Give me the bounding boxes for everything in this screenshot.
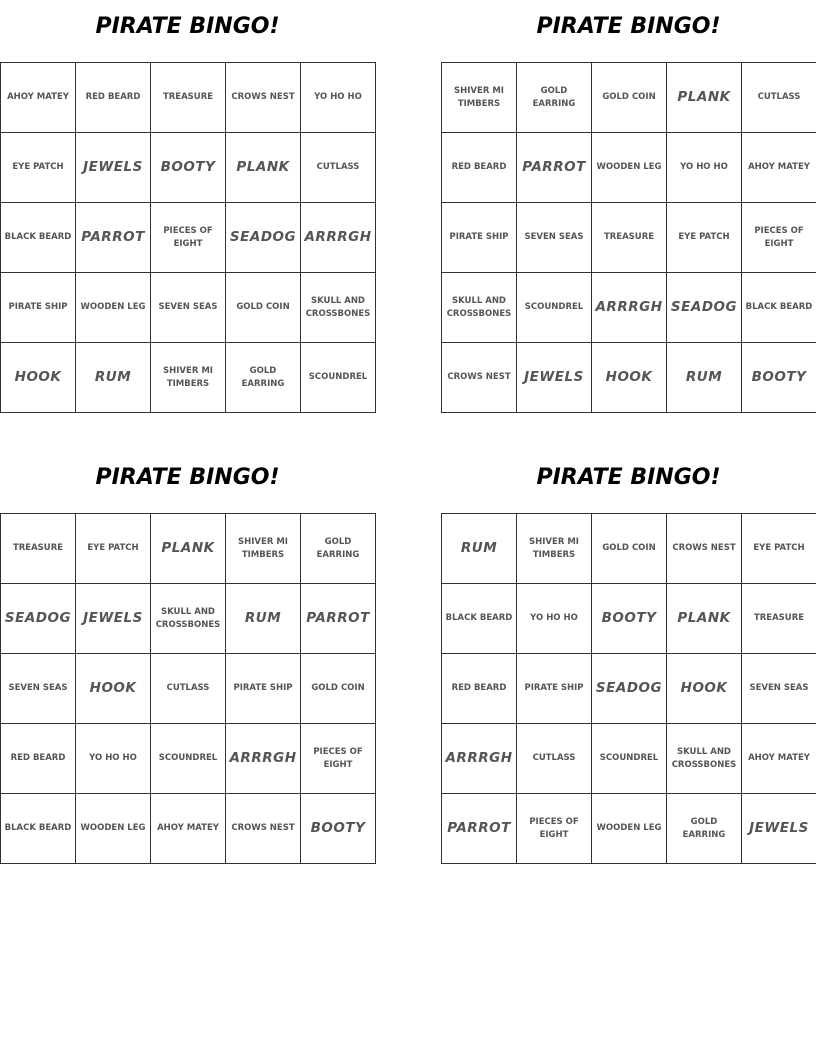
bingo-cell: BLACK BEARD bbox=[1, 203, 76, 273]
bingo-cell: PARROT bbox=[76, 203, 151, 273]
card-title: PIRATE BINGO! bbox=[95, 465, 280, 490]
card-title: PIRATE BINGO! bbox=[536, 14, 721, 39]
bingo-cell: RED BEARD bbox=[442, 133, 517, 203]
bingo-cell: SCOUNDREL bbox=[592, 724, 667, 794]
bingo-cell: SEADOG bbox=[1, 584, 76, 654]
bingo-cell: CROWS NEST bbox=[226, 63, 301, 133]
bingo-cell: SEADOG bbox=[226, 203, 301, 273]
bingo-cell: BLACK BEARD bbox=[1, 794, 76, 864]
bingo-cell: RED BEARD bbox=[1, 724, 76, 794]
bingo-cell: WOODEN LEG bbox=[592, 794, 667, 864]
bingo-cell: HOOK bbox=[667, 654, 742, 724]
bingo-grid bbox=[441, 62, 816, 413]
bingo-cell: EYE PATCH bbox=[667, 203, 742, 273]
bingo-cell: GOLD COIN bbox=[301, 654, 376, 724]
bingo-cell: SEVEN SEAS bbox=[742, 654, 816, 724]
bingo-cell: RED BEARD bbox=[442, 654, 517, 724]
bingo-cell: PARROT bbox=[517, 133, 592, 203]
bingo-cell: PLANK bbox=[667, 63, 742, 133]
bingo-cell: PIECES OF EIGHT bbox=[517, 794, 592, 864]
bingo-cell: SCOUNDREL bbox=[517, 273, 592, 343]
bingo-cell: BOOTY bbox=[301, 794, 376, 864]
bingo-cell: SKULL AND CROSSBONES bbox=[151, 584, 226, 654]
bingo-cell: RUM bbox=[76, 343, 151, 413]
bingo-cell: ARRRGH bbox=[442, 724, 517, 794]
bingo-cell: PIRATE SHIP bbox=[1, 273, 76, 343]
bingo-cell: CROWS NEST bbox=[442, 343, 517, 413]
bingo-cell: SEVEN SEAS bbox=[1, 654, 76, 724]
bingo-cell: CROWS NEST bbox=[667, 514, 742, 584]
bingo-cell: EYE PATCH bbox=[76, 514, 151, 584]
bingo-cell: BLACK BEARD bbox=[442, 584, 517, 654]
bingo-cell: AHOY MATEY bbox=[1, 63, 76, 133]
bingo-cell: SCOUNDREL bbox=[301, 343, 376, 413]
bingo-cell: SEADOG bbox=[592, 654, 667, 724]
bingo-cell: TREASURE bbox=[1, 514, 76, 584]
bingo-grid bbox=[0, 62, 376, 413]
bingo-cell: BLACK BEARD bbox=[742, 273, 816, 343]
bingo-cell: SKULL AND CROSSBONES bbox=[301, 273, 376, 343]
bingo-cell: PIECES OF EIGHT bbox=[151, 203, 226, 273]
bingo-cell: SKULL AND CROSSBONES bbox=[442, 273, 517, 343]
bingo-cell: CUTLASS bbox=[742, 63, 816, 133]
bingo-cell: JEWELS bbox=[76, 584, 151, 654]
bingo-cell: WOODEN LEG bbox=[76, 273, 151, 343]
bingo-cell: YO HO HO bbox=[667, 133, 742, 203]
bingo-grid bbox=[0, 513, 376, 864]
bingo-cell: SEADOG bbox=[667, 273, 742, 343]
bingo-cell: HOOK bbox=[1, 343, 76, 413]
bingo-cell: GOLD EARRING bbox=[226, 343, 301, 413]
bingo-cell: GOLD EARRING bbox=[667, 794, 742, 864]
bingo-cell: ARRRGH bbox=[226, 724, 301, 794]
bingo-cell: YO HO HO bbox=[301, 63, 376, 133]
card-title: PIRATE BINGO! bbox=[95, 14, 280, 39]
bingo-cell: EYE PATCH bbox=[1, 133, 76, 203]
bingo-cell: AHOY MATEY bbox=[742, 133, 816, 203]
bingo-cell: GOLD EARRING bbox=[517, 63, 592, 133]
bingo-cell: GOLD COIN bbox=[592, 63, 667, 133]
card-title: PIRATE BINGO! bbox=[536, 465, 721, 490]
bingo-cell: PIRATE SHIP bbox=[517, 654, 592, 724]
bingo-cell: GOLD EARRING bbox=[301, 514, 376, 584]
bingo-cell: RUM bbox=[667, 343, 742, 413]
bingo-cell: RUM bbox=[226, 584, 301, 654]
bingo-cell: SHIVER MI TIMBERS bbox=[151, 343, 226, 413]
bingo-cell: TREASURE bbox=[592, 203, 667, 273]
bingo-cell: SEVEN SEAS bbox=[517, 203, 592, 273]
bingo-grid bbox=[441, 513, 816, 864]
bingo-cell: WOODEN LEG bbox=[592, 133, 667, 203]
bingo-cell: ARRRGH bbox=[592, 273, 667, 343]
bingo-cell: TREASURE bbox=[151, 63, 226, 133]
bingo-cell: YO HO HO bbox=[517, 584, 592, 654]
bingo-cell: WOODEN LEG bbox=[76, 794, 151, 864]
bingo-cell: TREASURE bbox=[742, 584, 816, 654]
bingo-cell: SHIVER MI TIMBERS bbox=[442, 63, 517, 133]
bingo-cell: CUTLASS bbox=[301, 133, 376, 203]
bingo-cell: PIRATE SHIP bbox=[226, 654, 301, 724]
bingo-cell: AHOY MATEY bbox=[742, 724, 816, 794]
bingo-cell: YO HO HO bbox=[76, 724, 151, 794]
bingo-cell: JEWELS bbox=[742, 794, 816, 864]
bingo-cell: EYE PATCH bbox=[742, 514, 816, 584]
bingo-cell: AHOY MATEY bbox=[151, 794, 226, 864]
bingo-cell: BOOTY bbox=[742, 343, 816, 413]
bingo-cell: GOLD COIN bbox=[592, 514, 667, 584]
bingo-cell: BOOTY bbox=[592, 584, 667, 654]
bingo-cell: SCOUNDREL bbox=[151, 724, 226, 794]
bingo-cell: RED BEARD bbox=[76, 63, 151, 133]
bingo-cell: ARRRGH bbox=[301, 203, 376, 273]
bingo-cell: SHIVER MI TIMBERS bbox=[517, 514, 592, 584]
bingo-cell: GOLD COIN bbox=[226, 273, 301, 343]
bingo-cell: JEWELS bbox=[76, 133, 151, 203]
bingo-cell: PLANK bbox=[667, 584, 742, 654]
bingo-cell: CUTLASS bbox=[517, 724, 592, 794]
bingo-cell: SKULL AND CROSSBONES bbox=[667, 724, 742, 794]
bingo-cell: CUTLASS bbox=[151, 654, 226, 724]
bingo-cell: HOOK bbox=[76, 654, 151, 724]
bingo-cell: PLANK bbox=[226, 133, 301, 203]
bingo-cell: HOOK bbox=[592, 343, 667, 413]
bingo-cell: PARROT bbox=[442, 794, 517, 864]
bingo-cell: JEWELS bbox=[517, 343, 592, 413]
bingo-cell: CROWS NEST bbox=[226, 794, 301, 864]
bingo-cell: SHIVER MI TIMBERS bbox=[226, 514, 301, 584]
bingo-cell: PIECES OF EIGHT bbox=[742, 203, 816, 273]
bingo-cell: PIRATE SHIP bbox=[442, 203, 517, 273]
bingo-cell: RUM bbox=[442, 514, 517, 584]
bingo-cell: BOOTY bbox=[151, 133, 226, 203]
bingo-cell: PLANK bbox=[151, 514, 226, 584]
bingo-cell: PIECES OF EIGHT bbox=[301, 724, 376, 794]
bingo-cell: SEVEN SEAS bbox=[151, 273, 226, 343]
bingo-cell: PARROT bbox=[301, 584, 376, 654]
